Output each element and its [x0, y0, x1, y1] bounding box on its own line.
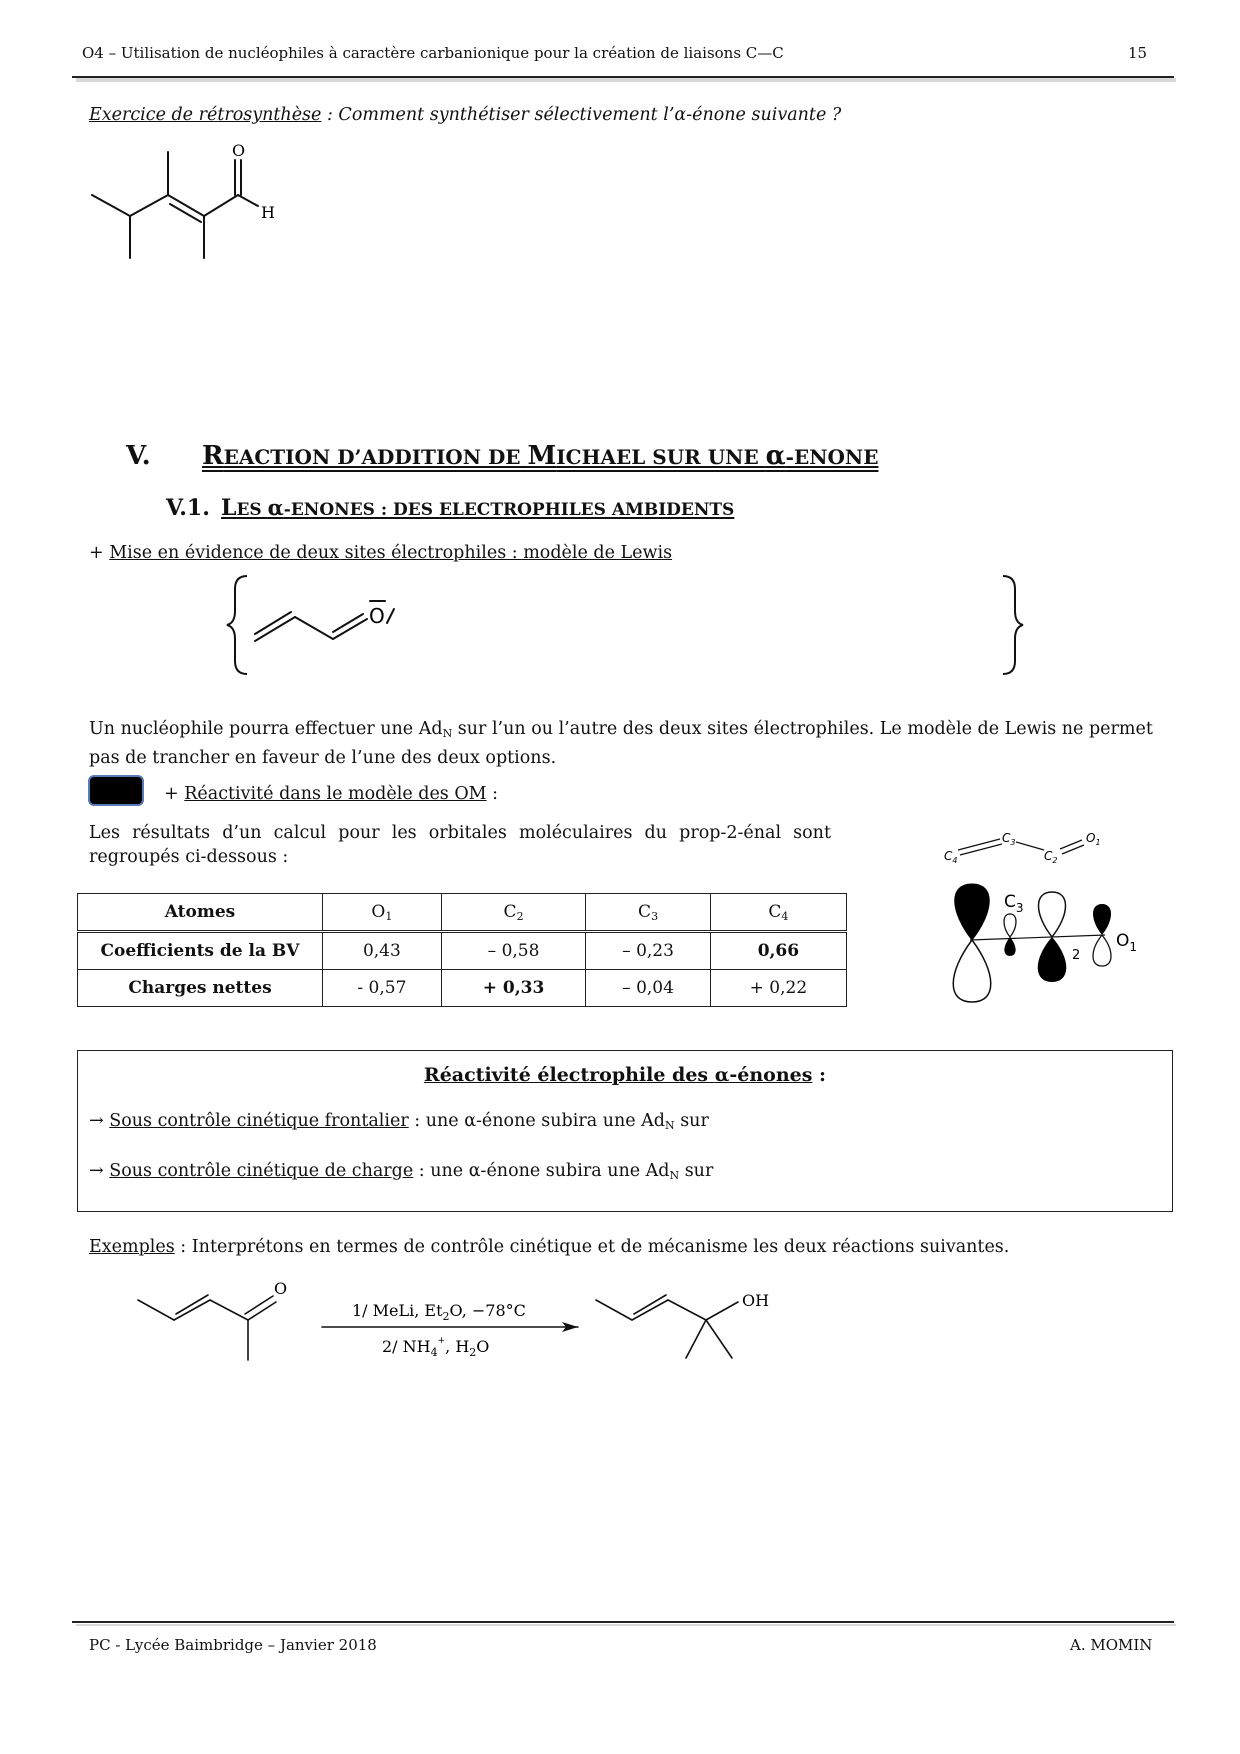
product-atom-oh: OH	[742, 1291, 770, 1310]
table-cell: – 0,58	[441, 932, 586, 970]
text: C	[638, 901, 652, 922]
lewis-label: Mise en évidence de deux sites électrophiles : modèle de Lewis	[109, 543, 673, 563]
bullet: +	[164, 784, 185, 804]
alpha-symbol: α	[714, 1064, 730, 1086]
orbital-top-label: $C_2$	[1044, 849, 1058, 865]
c2-lobe-top	[1039, 892, 1066, 937]
exercise-question: : Comment synthétiser sélectivement l’α-énone suivante ?	[321, 105, 842, 125]
alpha-symbol: α	[267, 495, 284, 520]
lone-pair	[387, 609, 394, 623]
table-header-row	[78, 894, 847, 932]
footer-left: PC - Lycée Baimbridge – Janvier 2018	[89, 1636, 377, 1654]
header-rule-shadow	[76, 78, 1176, 82]
sc-part: L	[221, 495, 237, 521]
table-header-cell	[710, 894, 846, 932]
om-intro: Les résultats d’un calcul pour les orbitales moléculaires du prop-2-énal sont regroupés ci-dessous :	[89, 823, 831, 867]
section-51-title	[221, 495, 734, 521]
table-header-cell	[586, 894, 710, 932]
sc-part: -ENONES : DES ELECTROPHILES AMBIDENTS	[283, 500, 735, 520]
table-cell: 0,43	[323, 932, 442, 970]
examples-line	[89, 1235, 1009, 1259]
reactant-atom-o: O	[274, 1280, 288, 1298]
reaction-scheme	[130, 1280, 810, 1380]
text: Sous contrôle cinétique frontalier	[109, 1111, 409, 1131]
atom-o: O	[232, 141, 246, 160]
table-header-cell: Atomes	[78, 894, 323, 932]
bullet: +	[89, 543, 110, 563]
c4-lobe-bottom	[953, 940, 991, 1002]
subscript: 3	[651, 909, 659, 923]
section-5-number: V.	[126, 441, 151, 471]
carbonyl-bond	[248, 1302, 276, 1320]
double-bond-inner	[170, 204, 201, 222]
right-brace	[1003, 576, 1023, 674]
om-label: Réactivité dans le modèle des OM	[184, 784, 487, 804]
lewis-atom-o: O	[369, 604, 385, 628]
text: sur l’un ou l’autre des deux sites électrophiles. Le modèle de Lewis ne permet pas de trancher en faveur de l’une des deux options.	[89, 719, 1153, 768]
sigma-skeleton	[970, 935, 1105, 940]
exercise-line	[89, 103, 841, 127]
footer-rule	[72, 1621, 1174, 1623]
subscript: N	[669, 1169, 680, 1182]
table-cell: - 0,57	[323, 970, 442, 1007]
table-header-cell	[441, 894, 586, 932]
lewis-diagram	[225, 573, 1025, 678]
subscript: 4	[781, 909, 789, 923]
text: O	[371, 901, 386, 922]
text: :	[812, 1064, 827, 1086]
bond	[238, 195, 258, 206]
text: : une α-énone subira une Ad	[413, 1161, 670, 1181]
box-line-2	[89, 1159, 713, 1188]
subscript: 2	[516, 909, 524, 923]
text: :	[486, 784, 499, 804]
orbital-label: 2	[1072, 948, 1081, 963]
om-table	[77, 893, 847, 1007]
o1-lobe-bottom	[1093, 935, 1111, 966]
bond	[130, 195, 168, 216]
enone-structure	[80, 140, 320, 270]
header-title: O4 – Utilisation de nucléophiles à caractère carbanionique pour la création de liaisons C—C	[82, 44, 784, 62]
sc-part: R	[202, 441, 224, 471]
orbital-top-label: $C_3$	[1002, 831, 1016, 847]
o1-lobe-top	[1093, 904, 1111, 935]
sc-part: ES	[236, 500, 268, 520]
table-cell: + 0,22	[710, 970, 846, 1007]
table-cell: – 0,04	[586, 970, 710, 1007]
table-row	[78, 932, 847, 970]
header-rule	[72, 76, 1174, 78]
carbonyl-bond-inner	[245, 1296, 273, 1314]
table-row-label: Charges nettes	[78, 970, 323, 1007]
bond	[706, 1302, 738, 1320]
bond	[138, 1300, 174, 1320]
section-51-number: V.1.	[166, 495, 210, 521]
sc-part: ICHAEL SUR UNE	[556, 445, 766, 469]
table-cell: – 0,23	[586, 932, 710, 970]
bond	[668, 1300, 706, 1320]
text: -énones	[729, 1064, 813, 1086]
text: : une α-énone subira une Ad	[408, 1111, 665, 1131]
subscript: 1	[385, 909, 393, 923]
footer-rule-shadow	[76, 1624, 1176, 1626]
table-cell: + 0,33	[441, 970, 586, 1007]
double-bond	[632, 1300, 668, 1320]
orbital-diagram	[940, 822, 1150, 1012]
bond	[686, 1320, 706, 1358]
bond	[1016, 842, 1044, 850]
bond	[295, 617, 333, 639]
reactivity-box-title	[77, 1064, 1173, 1086]
bond	[210, 1300, 248, 1320]
text: sur	[674, 1111, 709, 1131]
text: sur	[679, 1161, 714, 1181]
examples-label: Exemples	[89, 1237, 175, 1257]
sc-part: M	[527, 441, 557, 471]
double-bond	[174, 1300, 210, 1320]
section-5-title	[202, 441, 878, 471]
text: C	[768, 901, 782, 922]
text: Un nucléophile pourra effectuer une Ad	[89, 719, 443, 739]
table-row-label: Coefficients de la BV	[78, 932, 323, 970]
alpha-symbol: α	[765, 441, 786, 471]
atom-h: H	[261, 203, 275, 222]
orbital-top-label: $O_1$	[1086, 831, 1101, 847]
bond	[204, 195, 238, 216]
arrow-icon: →	[89, 1111, 110, 1131]
box-line-1	[89, 1109, 709, 1138]
condition-1: 1/ MeLi, $Et_2O$, −78°C	[352, 1301, 526, 1323]
orbital-label: $C_3$	[1004, 892, 1024, 915]
subscript: N	[442, 727, 453, 740]
c3-lobe-bottom	[1004, 937, 1015, 956]
subscript: N	[665, 1119, 675, 1132]
orbital-label: 4	[964, 953, 973, 968]
text: Réactivité électrophile des	[423, 1064, 715, 1086]
text: Sous contrôle cinétique de charge	[109, 1161, 414, 1181]
table-header-cell	[323, 894, 442, 932]
lewis-line	[89, 541, 672, 565]
text: : Interprétons en termes de contrôle cinétique et de mécanisme les deux réactions suivantes.	[174, 1237, 1010, 1257]
c2-lobe-bottom	[1038, 937, 1067, 982]
text: C	[503, 901, 517, 922]
table-cell: 0,66	[710, 932, 846, 970]
footer-right: A. MOMIN	[1070, 1636, 1153, 1654]
orbital-top-label: $C_4$	[944, 849, 958, 865]
bond	[958, 839, 1000, 850]
orbital-label: $O_1$	[1116, 931, 1138, 954]
om-line	[164, 782, 498, 806]
left-brace	[227, 576, 247, 674]
bond	[596, 1300, 632, 1320]
bond	[92, 195, 130, 216]
sc-part: -ENONE	[785, 445, 879, 469]
double-bond	[255, 617, 295, 641]
sc-part: EACTION D’ADDITION DE	[223, 445, 528, 469]
black-button[interactable]	[90, 777, 142, 804]
paragraph-1	[89, 717, 1161, 770]
arrow-icon: →	[89, 1161, 110, 1181]
bond	[706, 1320, 732, 1358]
table-row	[78, 970, 847, 1007]
c3-lobe-top	[1004, 914, 1016, 937]
exercise-label: Exercice de rétrosynthèse	[89, 105, 322, 125]
condition-2: 2/ $NH_4^+$, $H_2O$	[382, 1336, 490, 1359]
bond	[960, 844, 1002, 855]
page-number: 15	[1128, 44, 1148, 62]
c4-lobe-top	[955, 884, 990, 940]
